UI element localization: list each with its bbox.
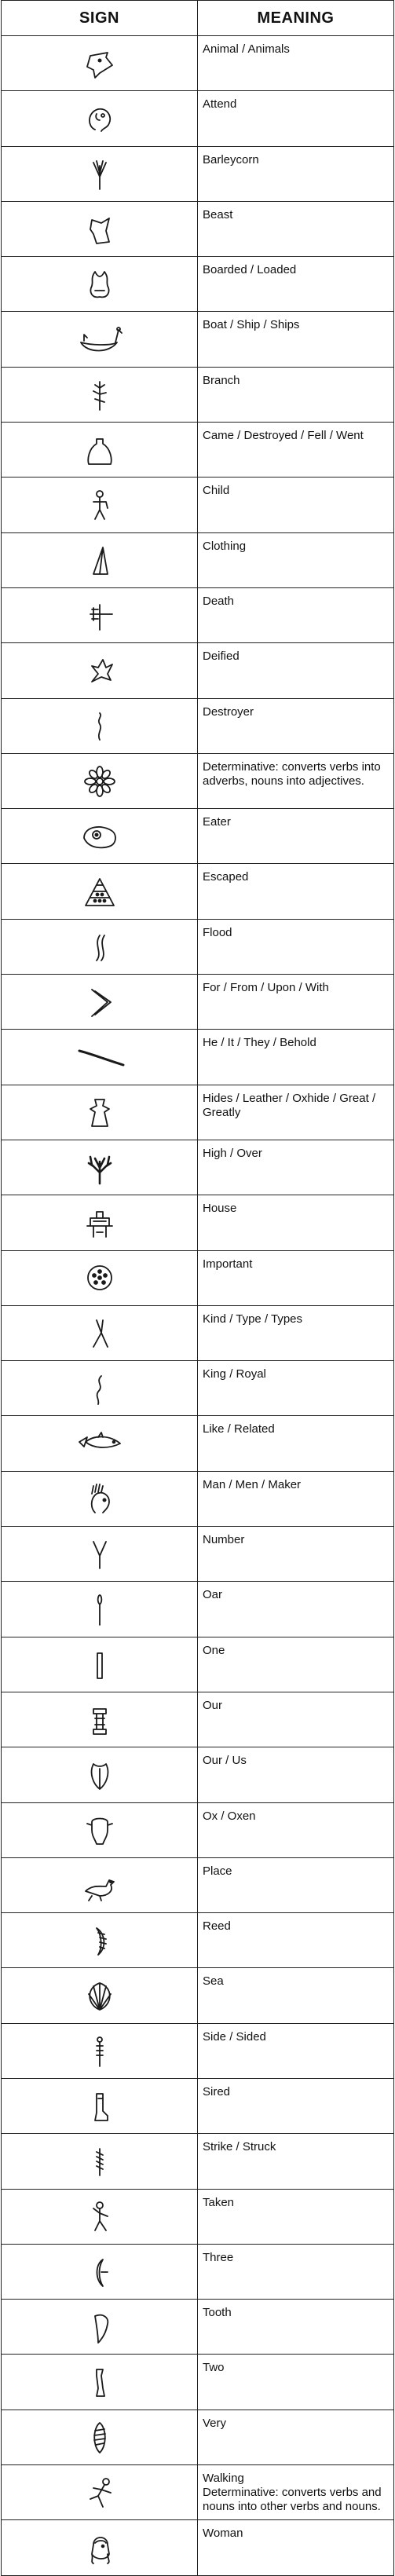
sign-cell bbox=[2, 1968, 198, 2023]
meaning-cell: Strike / Struck bbox=[198, 2134, 394, 2189]
meaning-cell: For / From / Upon / With bbox=[198, 975, 394, 1030]
table-row bbox=[2, 753, 394, 808]
sign-cell bbox=[2, 532, 198, 587]
table-row bbox=[2, 1085, 394, 1140]
meaning-cell: Deified bbox=[198, 643, 394, 698]
table-row bbox=[2, 312, 394, 367]
human-head-icon bbox=[76, 101, 123, 136]
meaning-cell: Taken bbox=[198, 2189, 394, 2244]
side-icon bbox=[76, 2033, 123, 2068]
table-row bbox=[2, 423, 394, 478]
meaning-cell: Clothing bbox=[198, 532, 394, 587]
sign-cell bbox=[2, 1913, 198, 1968]
table-row bbox=[2, 1913, 394, 1968]
table-row bbox=[2, 2244, 394, 2299]
meaning-cell: Tooth bbox=[198, 2300, 394, 2355]
sign-cell bbox=[2, 1802, 198, 1857]
meaning-cell: Hides / Leather / Oxhide / Great / Greatly bbox=[198, 1085, 394, 1140]
barleycorn-icon bbox=[76, 156, 123, 191]
sign-cell bbox=[2, 1747, 198, 1802]
sign-cell bbox=[2, 1692, 198, 1747]
taker-figure-icon bbox=[76, 2199, 123, 2234]
meaning-cell: He / It / They / Behold bbox=[198, 1030, 394, 1085]
sign-cell bbox=[2, 753, 198, 808]
meaning-cell: Barleycorn bbox=[198, 146, 394, 201]
shell-icon bbox=[76, 1978, 123, 2013]
beast-icon bbox=[76, 212, 123, 247]
bell-jar-icon bbox=[76, 433, 123, 467]
sign-cell bbox=[2, 864, 198, 919]
table-row bbox=[2, 146, 394, 201]
sign-table bbox=[1, 0, 394, 2576]
sign-cell bbox=[2, 975, 198, 1030]
sign-cell bbox=[2, 587, 198, 642]
legs-icon bbox=[76, 1315, 123, 1350]
royal-squiggle-icon bbox=[76, 1371, 123, 1406]
table-row bbox=[2, 587, 394, 642]
sign-cell bbox=[2, 312, 198, 367]
table-row bbox=[2, 1250, 394, 1305]
tooth-icon bbox=[76, 2310, 123, 2344]
table-row bbox=[2, 1471, 394, 1526]
sign-cell bbox=[2, 1195, 198, 1250]
antler-icon bbox=[76, 1151, 123, 1185]
meaning-cell: Two bbox=[198, 2355, 394, 2410]
meaning-cell: King / Royal bbox=[198, 1361, 394, 1416]
sign-cell bbox=[2, 1527, 198, 1582]
table-row bbox=[2, 1968, 394, 2023]
meaning-cell: Three bbox=[198, 2244, 394, 2299]
table-row bbox=[2, 1305, 394, 1360]
table-row bbox=[2, 919, 394, 974]
sign-cell bbox=[2, 1305, 198, 1360]
meaning-cell: Number bbox=[198, 1527, 394, 1582]
meaning-cell: Side / Sided bbox=[198, 2023, 394, 2078]
sign-cell bbox=[2, 2189, 198, 2244]
dove-icon bbox=[76, 1868, 123, 1902]
meaning-cell: Beast bbox=[198, 201, 394, 256]
meaning-cell: One bbox=[198, 1637, 394, 1692]
table-row bbox=[2, 864, 394, 919]
sign-cell bbox=[2, 1471, 198, 1526]
sign-cell bbox=[2, 919, 198, 974]
oxhide-icon bbox=[76, 1095, 123, 1129]
table-row bbox=[2, 1416, 394, 1471]
destroyer-icon bbox=[76, 708, 123, 743]
table-row bbox=[2, 1802, 394, 1857]
sign-cell bbox=[2, 2300, 198, 2355]
pillar-icon bbox=[76, 1703, 123, 1737]
meaning-cell: Boat / Ship / Ships bbox=[198, 312, 394, 367]
table-row bbox=[2, 2023, 394, 2078]
meaning-cell: Place bbox=[198, 1857, 394, 1912]
table-row bbox=[2, 1140, 394, 1195]
sign-cell bbox=[2, 1140, 198, 1195]
walking-figure-icon bbox=[76, 2475, 123, 2510]
table-row bbox=[2, 643, 394, 698]
table-row bbox=[2, 532, 394, 587]
meaning-cell: Important bbox=[198, 1250, 394, 1305]
meaning-cell: Eater bbox=[198, 809, 394, 864]
wave-icon bbox=[76, 929, 123, 964]
sign-cell bbox=[2, 91, 198, 146]
table-row bbox=[2, 2465, 394, 2520]
pyramid-icon bbox=[76, 874, 123, 909]
branch-icon bbox=[76, 377, 123, 412]
sign-cell bbox=[2, 146, 198, 201]
vase-icon bbox=[76, 1758, 123, 1792]
fork-icon bbox=[76, 1537, 123, 1572]
sign-cell bbox=[2, 2023, 198, 2078]
animal-head-icon bbox=[76, 46, 123, 81]
meaning-cell: Walking Determinative: converts verbs and nouns into other verbs and nouns. bbox=[198, 2465, 394, 2520]
child-figure-icon bbox=[76, 488, 123, 522]
sign-cell bbox=[2, 367, 198, 422]
meaning-cell: Sired bbox=[198, 2078, 394, 2133]
sign-cell bbox=[2, 1250, 198, 1305]
table-row bbox=[2, 809, 394, 864]
table-row bbox=[2, 1195, 394, 1250]
meaning-cell: Branch bbox=[198, 367, 394, 422]
table-row bbox=[2, 2078, 394, 2133]
sign-cell bbox=[2, 423, 198, 478]
table-row bbox=[2, 2520, 394, 2575]
chevron-right-icon bbox=[76, 985, 123, 1019]
clothing-icon bbox=[76, 543, 123, 577]
ox-icon bbox=[76, 1813, 123, 1847]
meaning-cell: Escaped bbox=[198, 864, 394, 919]
table-row bbox=[2, 201, 394, 256]
woman-head-icon bbox=[76, 2530, 123, 2565]
meaning-cell: Reed bbox=[198, 1913, 394, 1968]
meaning-cell: Our / Us bbox=[198, 1747, 394, 1802]
sign-cell bbox=[2, 1416, 198, 1471]
table-row bbox=[2, 1747, 394, 1802]
table-row bbox=[2, 1582, 394, 1637]
bone-icon bbox=[76, 2365, 123, 2399]
sign-cell bbox=[2, 2520, 198, 2575]
table-row bbox=[2, 367, 394, 422]
dotted-circle-icon bbox=[76, 1261, 123, 1295]
table-row bbox=[2, 698, 394, 753]
table-row bbox=[2, 478, 394, 532]
bird-icon bbox=[76, 653, 123, 688]
meaning-cell: Death bbox=[198, 587, 394, 642]
strike-icon bbox=[76, 2144, 123, 2179]
table-row bbox=[2, 1637, 394, 1692]
table-row bbox=[2, 2300, 394, 2355]
dolphin-icon bbox=[76, 1426, 123, 1461]
meaning-cell: Flood bbox=[198, 919, 394, 974]
meaning-cell: Kind / Type / Types bbox=[198, 1305, 394, 1360]
sign-cell bbox=[2, 2355, 198, 2410]
meaning-cell: House bbox=[198, 1195, 394, 1250]
meaning-cell: Attend bbox=[198, 91, 394, 146]
header-meaning: MEANING bbox=[198, 1, 394, 36]
table-row bbox=[2, 257, 394, 312]
meaning-cell: Like / Related bbox=[198, 1416, 394, 1471]
sign-cell bbox=[2, 2410, 198, 2464]
table-row bbox=[2, 36, 394, 91]
sign-cell bbox=[2, 2134, 198, 2189]
sign-cell bbox=[2, 698, 198, 753]
table-row bbox=[2, 1692, 394, 1747]
sign-cell bbox=[2, 2465, 198, 2520]
bar-icon bbox=[76, 1647, 123, 1681]
shield-icon bbox=[76, 2255, 123, 2289]
axe-icon bbox=[76, 598, 123, 633]
table-row bbox=[2, 2355, 394, 2410]
table-row bbox=[2, 975, 394, 1030]
sign-cell bbox=[2, 36, 198, 91]
meaning-cell: Oar bbox=[198, 1582, 394, 1637]
table-row bbox=[2, 1857, 394, 1912]
sign-cell bbox=[2, 2244, 198, 2299]
sign-cell bbox=[2, 201, 198, 256]
sign-cell bbox=[2, 257, 198, 312]
eater-head-icon bbox=[76, 819, 123, 854]
meaning-cell: Very bbox=[198, 2410, 394, 2464]
meaning-cell: Came / Destroyed / Fell / Went bbox=[198, 423, 394, 478]
warrior-head-icon bbox=[76, 1481, 123, 1516]
header-sign: SIGN bbox=[2, 1, 198, 36]
sign-cell bbox=[2, 1030, 198, 1085]
meaning-cell: Woman bbox=[198, 2520, 394, 2575]
table-row bbox=[2, 1030, 394, 1085]
table-row bbox=[2, 1527, 394, 1582]
oar-icon bbox=[76, 1592, 123, 1626]
table-header-row bbox=[2, 1, 394, 36]
sign-cell bbox=[2, 1582, 198, 1637]
table-row bbox=[2, 2134, 394, 2189]
meaning-cell: Man / Men / Maker bbox=[198, 1471, 394, 1526]
boot-icon bbox=[76, 2089, 123, 2124]
meaning-cell: Animal / Animals bbox=[198, 36, 394, 91]
line-icon bbox=[76, 1040, 123, 1074]
sign-cell bbox=[2, 643, 198, 698]
cone-shell-icon bbox=[76, 2420, 123, 2454]
reed-icon bbox=[76, 1923, 123, 1958]
sign-cell bbox=[2, 1085, 198, 1140]
flower-icon bbox=[76, 764, 123, 799]
boarded-icon bbox=[76, 267, 123, 302]
meaning-cell: Ox / Oxen bbox=[198, 1802, 394, 1857]
table-row bbox=[2, 1361, 394, 1416]
meaning-cell: Boarded / Loaded bbox=[198, 257, 394, 312]
house-icon bbox=[76, 1206, 123, 1240]
sign-cell bbox=[2, 478, 198, 532]
meaning-cell: Child bbox=[198, 478, 394, 532]
boat-icon bbox=[76, 322, 123, 357]
sign-cell bbox=[2, 1637, 198, 1692]
sign-cell bbox=[2, 1361, 198, 1416]
table-row bbox=[2, 2410, 394, 2464]
meaning-cell: Determinative: converts verbs into adverbs, nouns into adjectives. bbox=[198, 753, 394, 808]
meaning-cell: Sea bbox=[198, 1968, 394, 2023]
table-row bbox=[2, 2189, 394, 2244]
table-row bbox=[2, 91, 394, 146]
sign-cell bbox=[2, 1857, 198, 1912]
meaning-cell: Our bbox=[198, 1692, 394, 1747]
meaning-cell: High / Over bbox=[198, 1140, 394, 1195]
sign-cell bbox=[2, 2078, 198, 2133]
meaning-cell: Destroyer bbox=[198, 698, 394, 753]
sign-cell bbox=[2, 809, 198, 864]
